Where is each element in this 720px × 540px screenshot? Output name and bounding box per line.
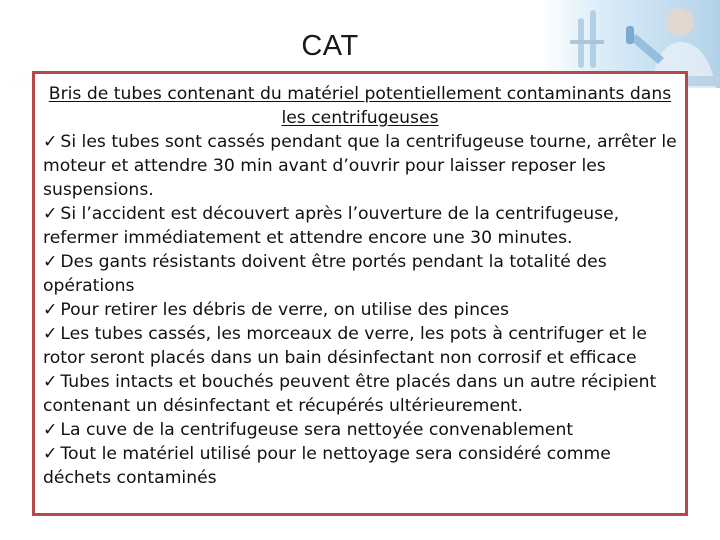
list-item-text: Si l’accident est découvert après l’ouverture de la centrifugeuse, refermer immédiatement et attendre encore une 30 minutes.	[43, 204, 620, 248]
check-icon: ✓	[43, 372, 58, 392]
content-heading: Bris de tubes contenant du matériel potentiellement contaminants dans les centrifugeuses	[48, 84, 672, 128]
list-item-text: Des gants résistants doivent être portés pendant la totalité des opérations	[43, 252, 607, 296]
list-item-text: Les tubes cassés, les morceaux de verre, les pots à centrifuger et le rotor seront placés dans un bain désinfectant non corrosif et efficace	[43, 324, 647, 368]
list-item	[43, 322, 677, 370]
check-icon: ✓	[43, 132, 58, 152]
list-item-text: La cuve de la centrifugeuse sera nettoyée convenablement	[60, 420, 574, 440]
list-item	[43, 250, 677, 298]
list-item	[43, 442, 677, 490]
slide-title: CAT	[301, 30, 359, 62]
list-item-text: Tubes intacts et bouchés peuvent être placés dans un autre récipient contenant un désinfectant et récupérés ultérieurement.	[43, 372, 657, 416]
check-icon: ✓	[43, 420, 58, 440]
list-item	[43, 418, 677, 442]
check-icon: ✓	[43, 444, 58, 464]
item-list	[43, 130, 677, 490]
list-item-text: Tout le matériel utilisé pour le nettoyage sera considéré comme déchets contaminés	[43, 444, 611, 488]
check-icon: ✓	[43, 324, 58, 344]
list-item	[43, 202, 677, 250]
check-icon: ✓	[43, 300, 58, 320]
list-item	[43, 298, 677, 322]
list-item	[43, 130, 677, 202]
check-icon: ✓	[43, 252, 58, 272]
list-item-text: Si les tubes sont cassés pendant que la centrifugeuse tourne, arrêter le moteur et attendre 30 min avant d’ouvrir pour laisser reposer les suspensions.	[43, 132, 677, 200]
list-item	[43, 370, 677, 418]
list-item-text: Pour retirer les débris de verre, on utilise des pinces	[60, 300, 510, 320]
check-icon: ✓	[43, 204, 58, 224]
content-box	[32, 71, 688, 516]
